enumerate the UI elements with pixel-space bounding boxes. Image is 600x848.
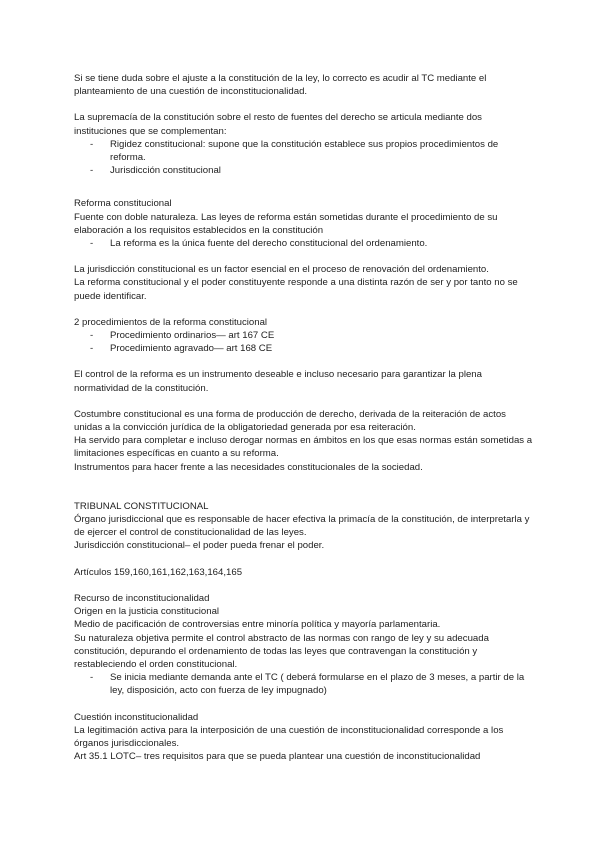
text-reforma: Fuente con doble naturaleza. Las leyes de reforma están sometidas durante el procedimiento de su elaboración a los requisitos establecidos en la constitución bbox=[74, 211, 498, 236]
document-page bbox=[74, 72, 534, 763]
paragraph-supremacia bbox=[74, 111, 534, 177]
text-supremacia: La supremacía de la constitución sobre el resto de fuentes del derecho se articula mediante dos instituciones que se complementan: bbox=[74, 112, 482, 137]
list-item bbox=[74, 164, 534, 177]
text-jurisdiccion: La jurisdicción constitucional es un factor esencial en el proceso de renovación del ordenamiento. bbox=[74, 264, 489, 276]
text-costumbre: Costumbre constitucional es una forma de producción de derecho, derivada de la reiteración de actos unidas a la convicción jurídica de la obligatoriedad generada por esa reiteración. bbox=[74, 408, 506, 434]
text-medio: Medio de pacificación de controversias entre minoría política y mayoría parlamentaria. bbox=[74, 619, 441, 631]
list-item-text: Se inicia mediante demanda ante el TC ( deberá formularse en el plazo de 3 meses, a partir de la ley, disposición, acto con fuerza de ley impugnado) bbox=[110, 672, 525, 697]
paragraph-articulos bbox=[74, 566, 534, 579]
bullet-dash: - bbox=[90, 238, 94, 250]
bullet-dash: - bbox=[90, 138, 94, 150]
heading-cuestion: Cuestión inconstitucionalidad bbox=[74, 711, 199, 723]
text-servido: Ha servido para completar e incluso derogar normas en ámbitos en los que esas normas están sometidas a limitaciones específicas en cuanto a su reforma. bbox=[74, 435, 533, 460]
text-organo: Órgano jurisdiccional que es responsable de hacer efectiva la primacía de la constitución, de interpretarla y de ejercer el control de constitucionalidad de las leyes. bbox=[74, 514, 530, 539]
text-naturaleza: Su naturaleza objetiva permite el control abstracto de las normas con rango de ley y su adecuada constitución, depurando el ordenamiento de todas las leyes que contravengan la constitución y restableciendo el orden constitucional. bbox=[74, 632, 489, 670]
list-item-text: Procedimiento agravado— art 168 CE bbox=[110, 343, 273, 355]
paragraph-costumbre bbox=[74, 408, 534, 474]
list-item-text: La reforma es la única fuente del derecho constitucional del ordenamiento. bbox=[110, 238, 428, 250]
text-control: El control de la reforma es un instrumento deseable e incluso necesario para garantizar la plena normatividad de la constitución. bbox=[74, 369, 482, 394]
list-item bbox=[74, 138, 534, 164]
recurso-list bbox=[74, 671, 534, 697]
bullet-dash: - bbox=[90, 672, 94, 684]
bullet-dash: - bbox=[90, 330, 94, 342]
text-reforma-poder: La reforma constitucional y el poder constituyente responde a una distinta razón de ser y por tanto no se puede identificar. bbox=[74, 277, 518, 302]
procedimientos-list bbox=[74, 329, 534, 355]
section-cuestion bbox=[74, 711, 534, 764]
list-item-text: Procedimiento ordinarios— art 167 CE bbox=[110, 330, 275, 342]
text-jurisdiccion-poder: Jurisdicción constitucional– el poder pueda frenar el poder. bbox=[74, 540, 325, 552]
reforma-list bbox=[74, 237, 534, 250]
list-item-text: Jurisdicción constitucional bbox=[110, 165, 221, 177]
section-procedimientos bbox=[74, 316, 534, 356]
heading-tribunal: TRIBUNAL CONSTITUCIONAL bbox=[74, 500, 209, 512]
section-reforma bbox=[74, 197, 534, 250]
list-item bbox=[74, 342, 534, 355]
list-item bbox=[74, 237, 534, 250]
bullet-dash: - bbox=[90, 343, 94, 355]
text-articulos: Artículos 159,160,161,162,163,164,165 bbox=[74, 566, 243, 578]
paragraph-control bbox=[74, 368, 534, 394]
list-item bbox=[74, 671, 534, 697]
heading-recurso: Recurso de inconstitucionalidad bbox=[74, 592, 210, 604]
heading-reforma: Reforma constitucional bbox=[74, 198, 172, 210]
subheading-origen: Origen en la justicia constitucional bbox=[74, 606, 220, 618]
section-tribunal bbox=[74, 500, 534, 553]
text-art35: Art 35.1 LOTC– tres requisitos para que se pueda plantear una cuestión de inconstitucionalidad bbox=[74, 751, 481, 763]
bullet-dash: - bbox=[90, 165, 94, 177]
heading-procedimientos: 2 procedimientos de la reforma constitucional bbox=[74, 316, 268, 328]
supremacia-list bbox=[74, 138, 534, 178]
paragraph-duda bbox=[74, 72, 534, 98]
text-instrumentos: Instrumentos para hacer frente a las necesidades constitucionales de la sociedad. bbox=[74, 461, 423, 473]
text-legitimacion: La legitimación activa para la interposición de una cuestión de inconstitucionalidad corresponde a los órganos jurisdiccionales. bbox=[74, 724, 504, 749]
text-duda: Si se tiene duda sobre el ajuste a la constitución de la ley, lo correcto es acudir al TC mediante el planteamiento de una cuestión de inconstitucionalidad. bbox=[74, 73, 487, 98]
section-recurso bbox=[74, 592, 534, 698]
list-item bbox=[74, 329, 534, 342]
list-item-text: Rigidez constitucional: supone que la constitución establece sus propios procedimientos de reforma. bbox=[110, 138, 499, 164]
paragraph-jurisdiccion bbox=[74, 263, 534, 303]
